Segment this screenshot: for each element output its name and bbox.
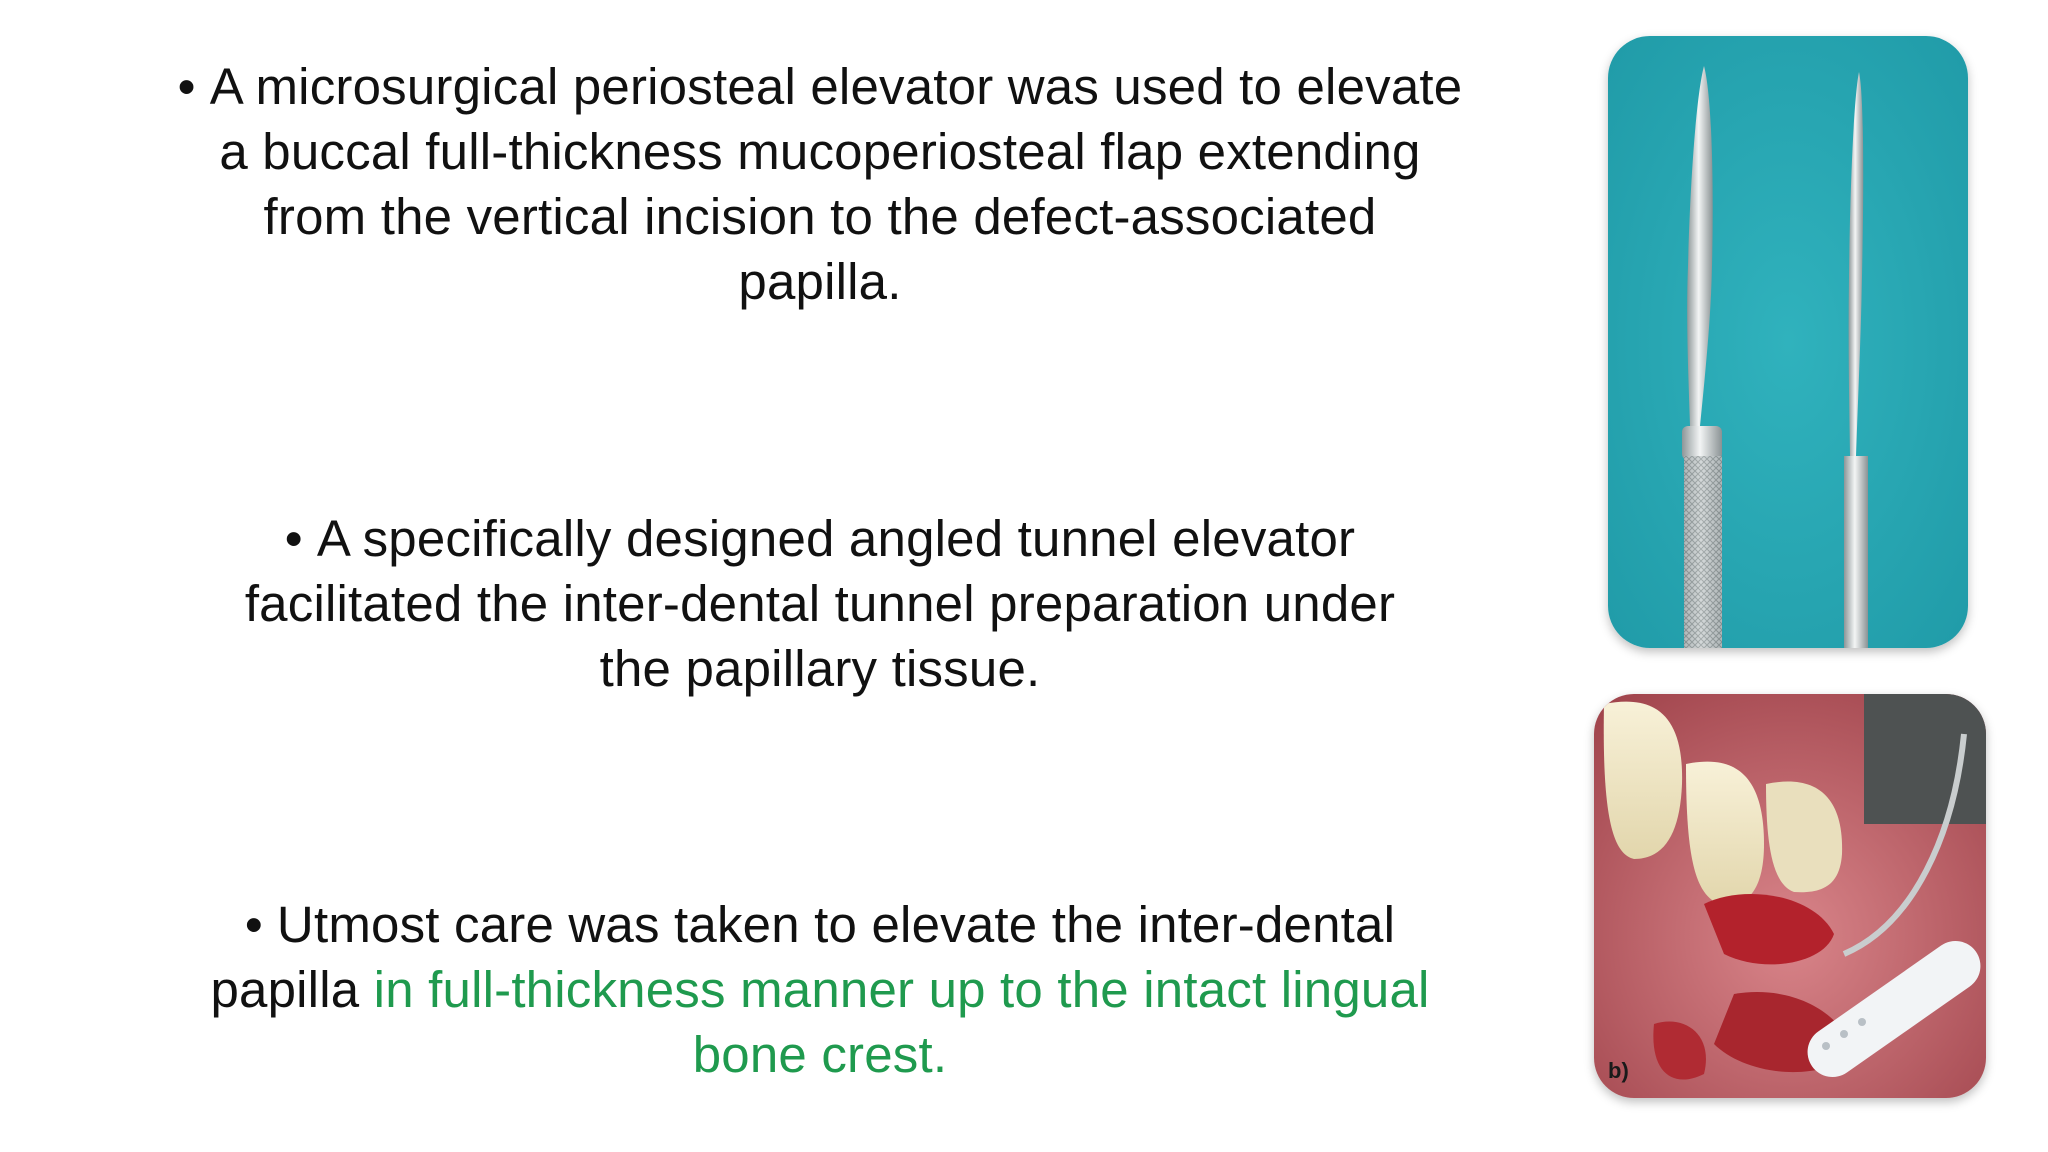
- bullet-3-line-2: papilla in full-thickness manner up to the intact lingual: [210, 961, 1430, 1018]
- intraoral-surgical-photo: [1594, 694, 1986, 1098]
- bullet-2-line-2: facilitated the inter-dental tunnel preparation under: [244, 575, 1396, 632]
- bullet-1-line-1: • A microsurgical periosteal elevator was used to elevate: [177, 58, 1463, 115]
- bullet-1-line-4: papilla.: [738, 253, 902, 310]
- bullet-2-line-3: the papillary tissue.: [599, 640, 1041, 697]
- bullet-3-line-3: bone crest.: [692, 1026, 948, 1083]
- figure-label: b): [1608, 1058, 1629, 1083]
- bullet-marker: •: [284, 510, 303, 567]
- bullet-1-line-3: from the vertical incision to the defect-associated: [263, 188, 1377, 245]
- bullet-marker: •: [244, 896, 263, 953]
- bullet-2-line-1: • A specifically designed angled tunnel elevator: [284, 510, 1356, 567]
- bullet-1: [110, 54, 1530, 314]
- bullet-3: [110, 892, 1530, 1087]
- highlighted-text: in full-thickness manner up to the intact lingual: [373, 961, 1430, 1018]
- bullet-2: [110, 506, 1530, 701]
- bullet-marker: •: [177, 58, 196, 115]
- bullet-1-line-2: a buccal full-thickness mucoperiosteal flap extending: [219, 123, 1421, 180]
- bullet-3-line-1: • Utmost care was taken to elevate the inter-dental: [244, 896, 1396, 953]
- periosteal-elevator-instruments-photo: [1608, 36, 1968, 648]
